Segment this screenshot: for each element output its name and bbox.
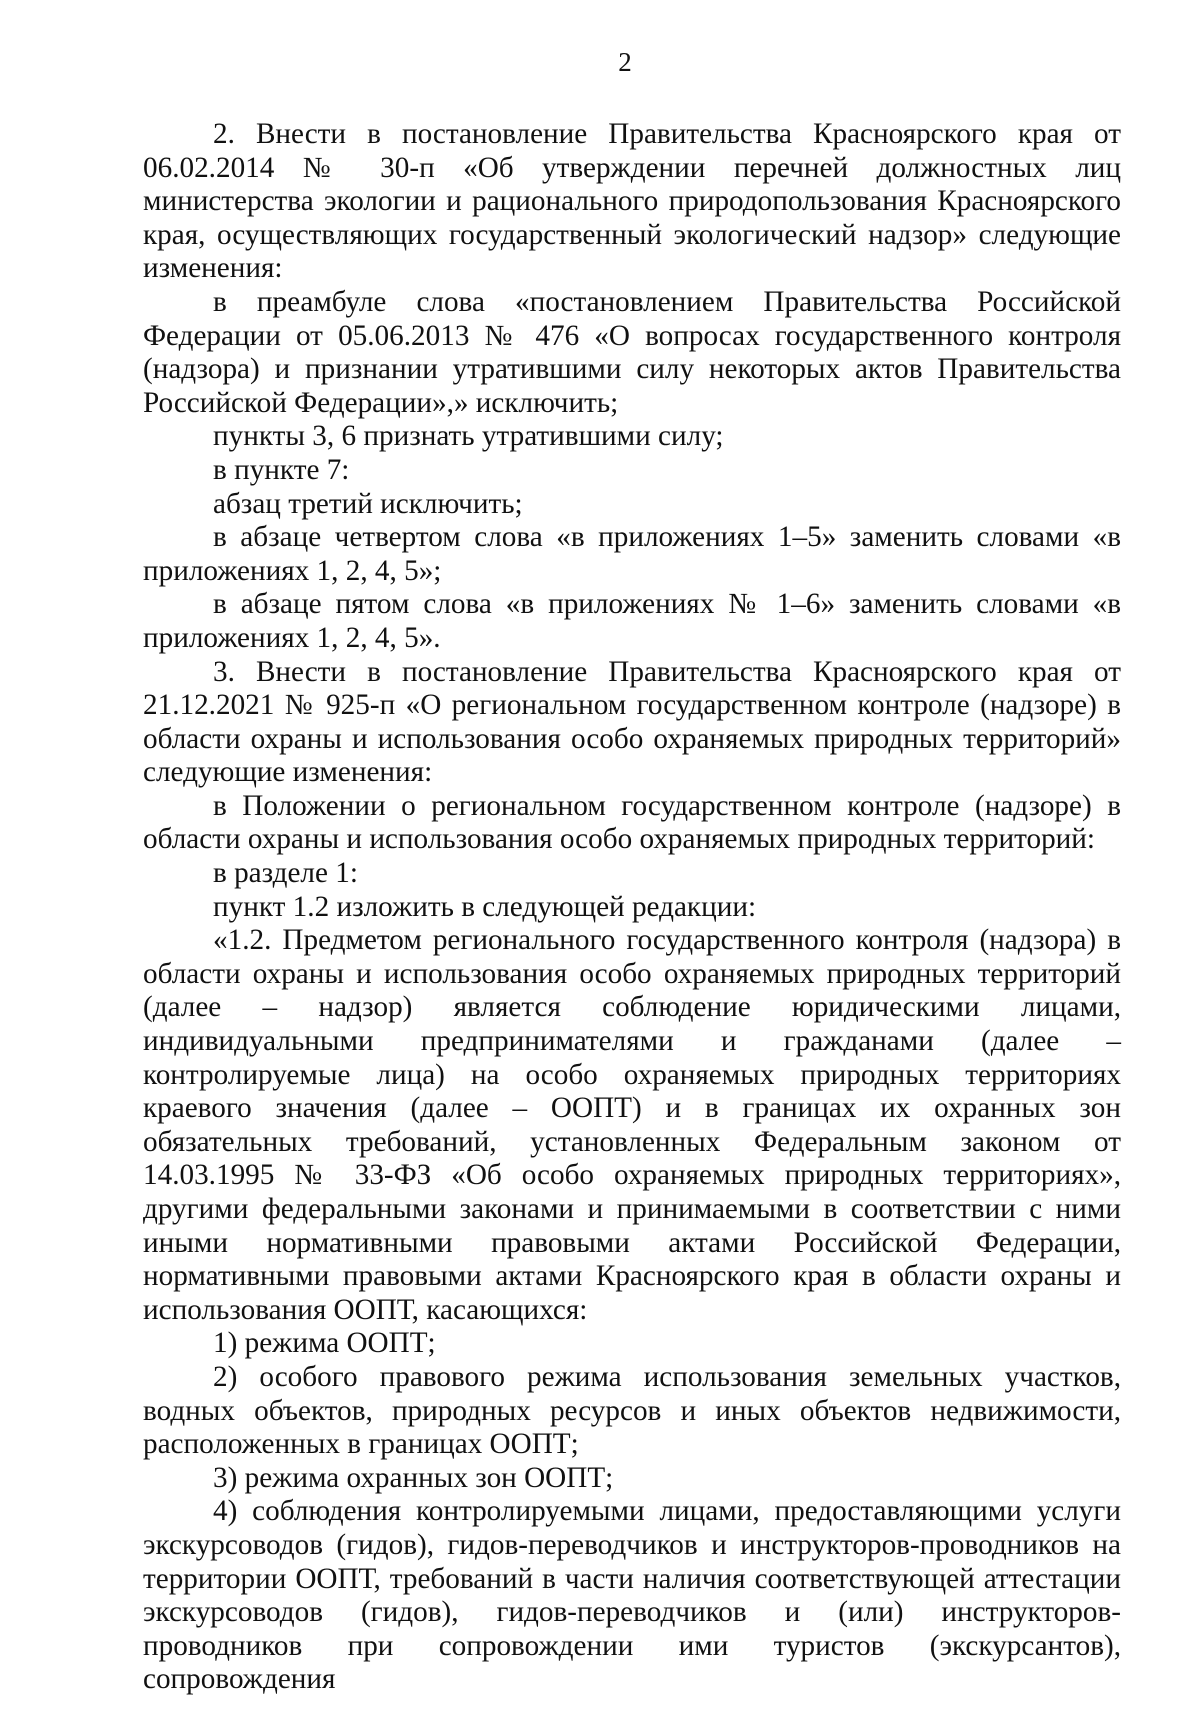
- paragraph-section-1: в разделе 1:: [213, 857, 358, 890]
- paragraph-abzac-5: в абзаце пятом слова «в приложениях № 1–6» заменить словами «в приложениях 1, 2, 4, 5».: [143, 588, 1121, 654]
- paragraph-preamble-change: в преамбуле слова «постановлением Правительства Российской Федерации от 05.06.2013 № 476 «О вопросах государственного контроля (надзора) и признании утратившими силу некоторых актов Правительства Российской Федерации»,» исключить;: [143, 285, 1121, 419]
- list-item-4: 4) соблюдения контролируемыми лицами, предоставляющими услуги экскурсоводов (гидов), гидов-переводчиков и инструкторов-проводников на территории ООПТ, требований в части наличия соответствующей аттестации экскурсоводов (гидов), гидов-переводчиков и (или) инструкторов-проводников при сопровождении ими туристов (экскурсантов), сопровождения: [143, 1495, 1121, 1696]
- paragraph-points-3-6: пункты 3, 6 признать утратившими силу;: [213, 420, 724, 453]
- paragraph-item-3: 3. Внести в постановление Правительства Красноярского края от 21.12.2021 № 925-п «О региональном государственном контроле (надзоре) в области охраны и использования особо охраняемых природных территорий» следующие изменения:: [143, 655, 1121, 789]
- list-item-3: 3) режима охранных зон ООПТ;: [213, 1461, 614, 1494]
- paragraph-abzac-4: в абзаце четвертом слова «в приложениях 1–5» заменить словами «в приложениях 1, 2, 4, 5»;: [143, 521, 1121, 587]
- paragraph-item-2: 2. Внести в постановление Правительства Красноярского края от 06.02.2014 № 30-п «Об утверждении перечней должностных лиц министерства экологии и рационального природопользования Красноярского края, осуществляющих государственный экологический надзор» следующие изменения:: [143, 118, 1121, 285]
- paragraph-point-1-2: пункт 1.2 изложить в следующей редакции:: [213, 890, 757, 923]
- list-item-1: 1) режима ООПТ;: [213, 1327, 436, 1360]
- paragraph-regulation: в Положении о региональном государственном контроле (надзоре) в области охраны и использования особо охраняемых природных территорий:: [143, 789, 1121, 856]
- page-number: 2: [618, 47, 632, 77]
- paragraph-subject-of-control: «1.2. Предметом регионального государственного контроля (надзора) в области охраны и использования особо охраняемых природных территорий (далее – надзор) является соблюдение юридическими лицами, индивидуальными предпринимателями и гражданами (далее – контролируемые лица) на особо охраняемых природных территориях краевого значения (далее – ООПТ) и в границах их охранных зон обязательных требований, установленных Федеральным законом от 14.03.1995 № 33-ФЗ «Об особо охраняемых природных территориях», другими федеральными законами и принимаемыми в соответствии с ними иными нормативными правовыми актами Российской Федерации, нормативными правовыми актами Красноярского края в области охраны и использования ООПТ, касающихся:: [143, 924, 1121, 1326]
- paragraph-point-7: в пункте 7:: [213, 453, 350, 486]
- paragraph-abzac-3: абзац третий исключить;: [213, 487, 523, 520]
- list-item-2: 2) особого правового режима использования земельных участков, водных объектов, природных ресурсов и иных объектов недвижимости, расположенных в границах ООПТ;: [143, 1360, 1121, 1461]
- document-body: [143, 118, 1121, 1697]
